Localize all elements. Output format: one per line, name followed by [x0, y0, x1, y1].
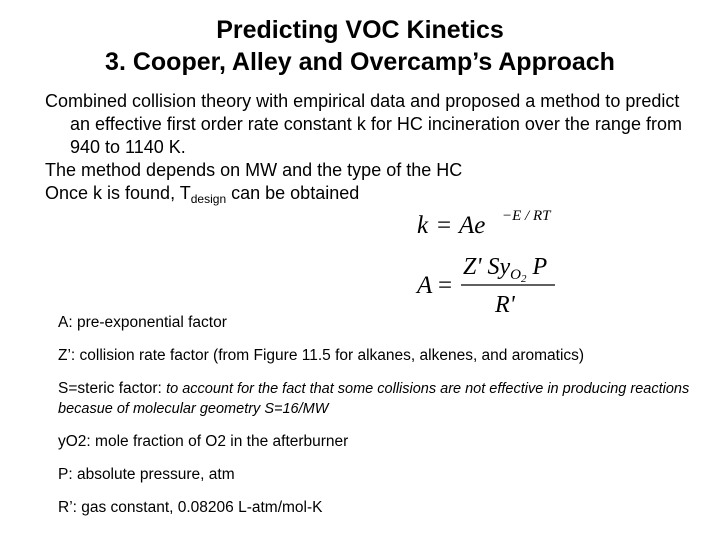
bullet-tdesign-post: can be obtained [226, 183, 360, 203]
bullet-tdesign-pre: Once k is found, T [45, 183, 191, 203]
eq1-ae: Ae [459, 212, 486, 239]
bullet-list [45, 90, 685, 205]
eq2-num-sub: O [510, 267, 521, 283]
eq2-numerator [463, 254, 547, 285]
slide-title [0, 14, 720, 78]
bullet-tdesign-sub: design [190, 192, 227, 206]
eq2-lhs: A [417, 272, 433, 299]
def-yo2: yO2: mole fraction of O2 in the afterburner [58, 433, 349, 450]
bullet-tdesign [45, 182, 685, 205]
def-s [58, 379, 708, 419]
def-s-lead: S=steric factor: [58, 380, 167, 397]
bullet-dependency: The method depends on MW and the type of the HC [45, 160, 463, 180]
title-line-2: 3. Cooper, Alley and Overcamp’s Approach [105, 48, 615, 76]
title-line-1: Predicting VOC Kinetics [216, 16, 504, 44]
arrhenius-equation [415, 203, 555, 245]
definitions-list [58, 313, 708, 531]
eq2-num-pre: Z' Sy [463, 254, 511, 280]
def-p: P: absolute pressure, atm [58, 466, 235, 483]
eq2-num-subsub: 2 [520, 273, 527, 285]
eq2-equals: = [438, 272, 453, 299]
eq1-equals: = [437, 212, 452, 239]
def-s-italic: to account for the fact that some collisions are not effective in producing reactions becasue of molecular geometry S=16/MW [58, 381, 690, 417]
pre-exponential-equation [415, 250, 575, 320]
def-a: A: pre-exponential factor [58, 314, 227, 331]
def-r: R’: gas constant, 0.08206 L-atm/mol-K [58, 499, 323, 516]
eq1-exponent: −E / RT [502, 208, 551, 224]
bullet-method: Combined collision theory with empirical data and proposed a method to predict an effective first order rate constant k for HC incineration over the range from 940 to 1140 K. [45, 91, 682, 157]
eq1-k: k [417, 212, 429, 239]
eq2-num-post: P [526, 254, 548, 280]
def-z: Z’: collision rate factor (from Figure 11.5 for alkanes, alkenes, and aromatics) [58, 347, 585, 364]
eq2-denominator: R' [495, 292, 515, 318]
